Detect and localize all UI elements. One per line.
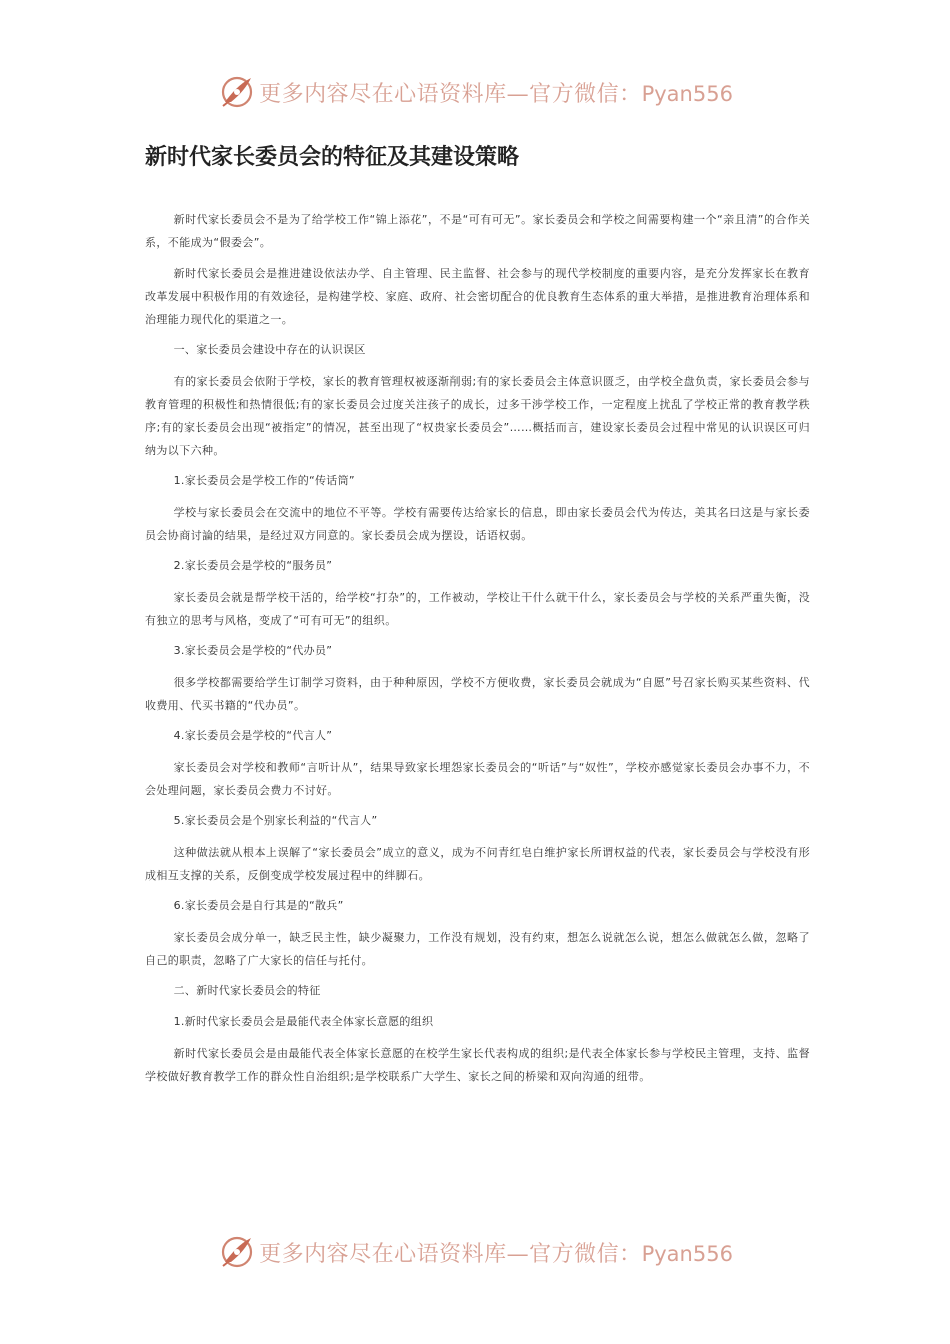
section-heading: 1.家长委员会是学校工作的“传话筒” [173, 474, 355, 487]
body-paragraph: 家长委员会就是帮学校干活的，给学校“打杂”的，工作被动，学校让干什么就干什么，家长委员会与学校的关系严重失衡，没有独立的思考与风格，变成了“可有可无”的组织。 [145, 591, 810, 627]
body-paragraph: 有的家长委员会依附于学校，家长的教育管理权被逐渐削弱;有的家长委员会主体意识匮乏，由学校全盘负责，家长委员会参与教育管理的积极性和热情很低;有的家长委员会过度关注孩子的成长，过多干涉学校工作，一定程度上扰乱了学校正常的教育教学秩序;有的家长委员会出现“被指定”的情况，甚至出现了“权贵家长委员会”……概括而言，建设家长委员会过程中常见的认识误区可归纳为以下六种。 [145, 375, 810, 457]
wechat-id: Pyan556 [641, 1241, 733, 1266]
body-paragraph: 新时代家长委员会不是为了给学校工作“锦上添花”，不是“可有可无”。家长委员会和学校之间需要构建一个“亲且清”的合作关系，不能成为“假委会”。 [145, 213, 810, 249]
body-paragraph: 家长委员会对学校和教师“言听计从”，结果导致家长埋怨家长委员会的“听话”与“奴性”，学校亦感觉家长委员会办事不力，不会处理问题，家长委员会费力不讨好。 [145, 761, 810, 797]
banner-text [259, 1237, 733, 1268]
section-heading: 4.家长委员会是学校的“代言人” [173, 729, 333, 742]
banner-text [259, 77, 733, 108]
section-heading: 2.家长委员会是学校的“服务员” [173, 559, 333, 572]
body-paragraph: 这种做法就从根本上误解了“家长委员会”成立的意义，成为不问青红皂白维护家长所谓权益的代表，家长委员会与学校没有形成相互支撑的关系，反倒变成学校发展过程中的绊脚石。 [145, 846, 810, 882]
document-title: 新时代家长委员会的特征及其建设策略 [145, 145, 520, 170]
wechat-id: Pyan556 [641, 81, 733, 106]
section-heading: 一、家长委员会建设中存在的认识误区 [173, 343, 366, 356]
body-paragraph: 家长委员会成分单一，缺乏民主性，缺少凝聚力，工作没有规划，没有约束，想怎么说就怎么说，想怎么做就怎么做，忽略了自己的职责，忽略了广大家长的信任与托付。 [145, 931, 810, 967]
banner-label: 更多内容尽在心语资料库—官方微信： [259, 1241, 642, 1267]
section-heading: 3.家长委员会是学校的“代办员” [173, 644, 333, 657]
section-heading: 二、新时代家长委员会的特征 [173, 984, 321, 997]
header-banner [0, 70, 950, 114]
banner-label: 更多内容尽在心语资料库—官方微信： [259, 81, 642, 107]
quill-logo-icon [217, 1232, 257, 1272]
quill-logo-icon [217, 72, 257, 112]
section-heading: 1.新时代家长委员会是最能代表全体家长意愿的组织 [173, 1015, 434, 1028]
document-body [145, 208, 810, 1096]
body-paragraph: 新时代家长委员会是推进建设依法办学、自主管理、民主监督、社会参与的现代学校制度的重要内容，是充分发挥家长在教育改革发展中积极作用的有效途径，是构建学校、家庭、政府、社会密切配合的优良教育生态体系的重大举措，是推进教育治理体系和治理能力现代化的渠道之一。 [145, 267, 810, 326]
footer-banner [0, 1230, 950, 1274]
body-paragraph: 新时代家长委员会是由最能代表全体家长意愿的在校学生家长代表构成的组织;是代表全体家长参与学校民主管理，支持、监督学校做好教育教学工作的群众性自治组织;是学校联系广大学生、家长之间的桥梁和双向沟通的纽带。 [145, 1047, 810, 1083]
section-heading: 5.家长委员会是个别家长利益的“代言人” [173, 814, 378, 827]
section-heading: 6.家长委员会是自行其是的“散兵” [173, 899, 344, 912]
body-paragraph: 很多学校都需要给学生订制学习资料，由于种种原因，学校不方便收费，家长委员会就成为“自愿”号召家长购买某些资料、代收费用、代买书籍的“代办员”。 [145, 676, 810, 712]
body-paragraph: 学校与家长委员会在交流中的地位不平等。学校有需要传达给家长的信息，即由家长委员会代为传达，美其名曰这是与家长委员会协商讨論的结果，是经过双方同意的。家长委员会成为摆设，话语权弱。 [145, 506, 810, 542]
